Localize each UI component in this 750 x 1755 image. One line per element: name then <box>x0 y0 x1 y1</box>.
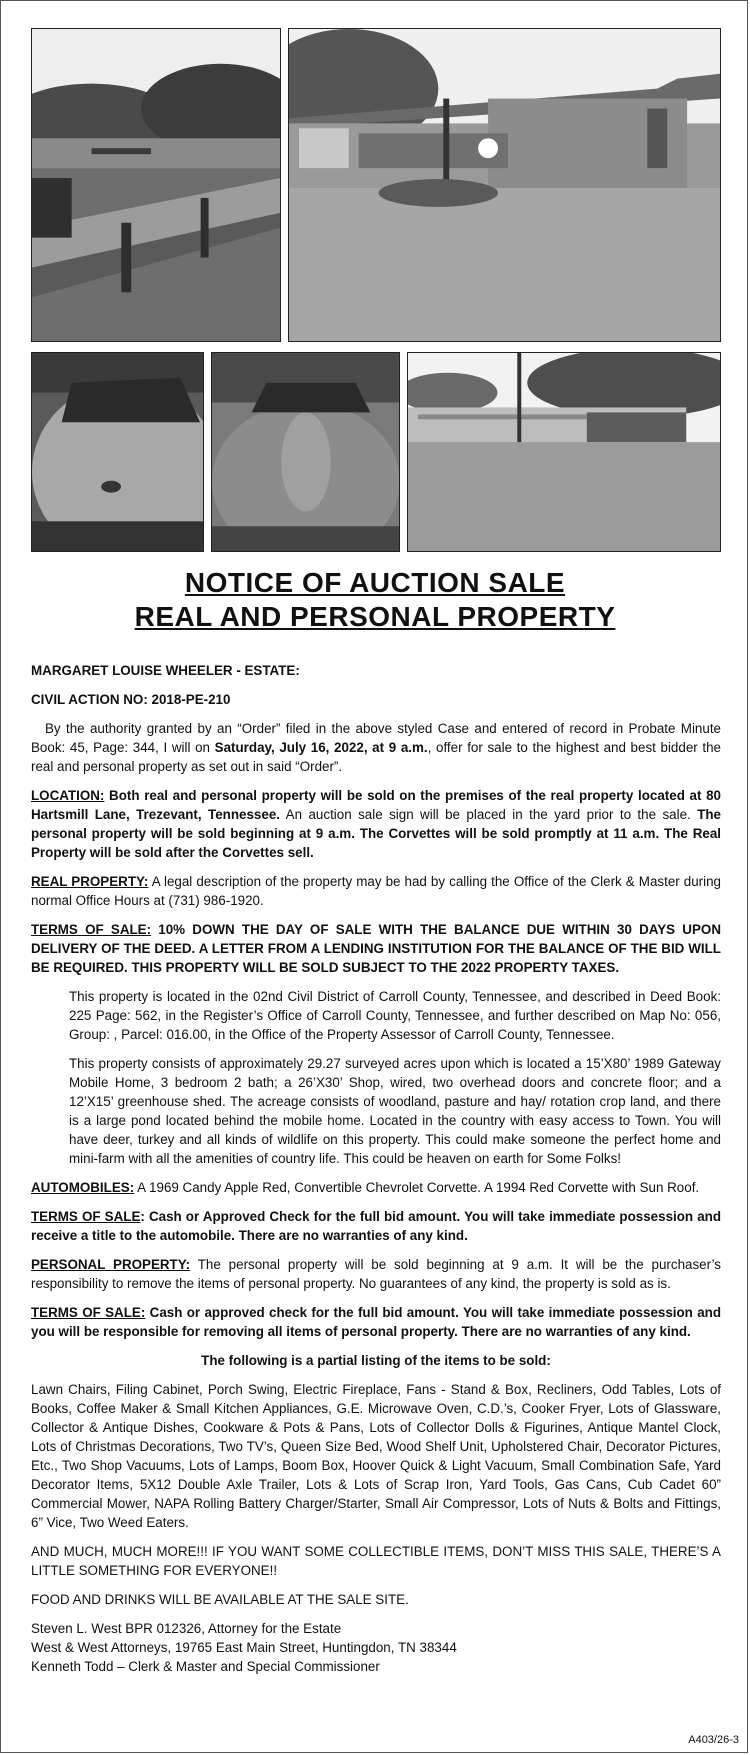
terms-real-paragraph: TERMS OF SALE: 10% DOWN THE DAY OF SALE WITH THE BALANCE DUE WITHIN 30 DAYS UPON DELIVERY OF THE DEED. A LETTER FROM A LENDING INSTITUTION FOR THE BALANCE OF THE BID WILL BE REQUIRED. THIS PROPERTY WILL BE SOLD SUBJECT TO THE 2022 PROPERTY TAXES. <box>31 922 721 975</box>
civil-action-number: CIVIL ACTION NO: 2018-PE-210 <box>31 692 231 707</box>
attorney-line: Steven L. West BPR 012326, Attorney for the Estate <box>31 1621 342 1636</box>
signature-block <box>31 1619 721 1676</box>
personal-property-label: PERSONAL PROPERTY: <box>31 1257 191 1272</box>
ad-code: A403/26-3 <box>688 1734 739 1746</box>
automobiles-label: AUTOMOBILES: <box>31 1180 135 1195</box>
dock-pond-photo <box>31 28 281 342</box>
corvette-1969-photo <box>211 352 400 552</box>
sale-date: Saturday, July 16, 2022, at 9 a.m. <box>214 740 428 755</box>
terms-auto-paragraph: TERMS OF SALE: Cash or Approved Check for the full bid amount. You will take immediate possession and receive a title to the automobile. There are no warranties of any kind. <box>31 1209 721 1243</box>
terms-label: TERMS OF SALE: <box>31 1305 146 1320</box>
mobile-home-porch-photo <box>288 28 721 342</box>
property-location-paragraph: This property is located in the 02nd Civil District of Carroll County, Tennessee, and described in Deed Book: 225 Page: 562, in the Register’s Office of Carroll County, Tennessee, and further described on Map No: 056, Group: , Parcel: 016.00, in the Office of the Property Assessor of Carroll County, Tennessee. <box>69 989 721 1042</box>
location-label: LOCATION: <box>31 788 105 803</box>
food-drinks-paragraph: FOOD AND DRINKS WILL BE AVAILABLE AT THE SALE SITE. <box>31 1592 409 1607</box>
real-property-label: REAL PROPERTY: <box>31 874 149 889</box>
personal-property-paragraph: PERSONAL PROPERTY: The personal property will be sold beginning at 9 a.m. It will be the purchaser’s responsibility to remove the items of personal property. No guarantees of any kind, the property is sold as is. <box>31 1257 721 1291</box>
terms-label: TERMS OF SALE <box>31 1209 141 1224</box>
mobile-home-field-photo <box>407 352 721 552</box>
notice-subtitle: REAL AND PERSONAL PROPERTY <box>134 601 616 632</box>
automobiles-paragraph: AUTOMOBILES: A 1969 Candy Apple Red, Convertible Chevrolet Corvette. A 1994 Red Corvette with Sun Roof. <box>31 1180 700 1195</box>
location-paragraph: LOCATION: Both real and personal property will be sold on the premises of the real property located at 80 Hartsmill Lane, Trezevant, Tennessee. An auction sale sign will be placed in the yard prior to the sale. The personal property will be sold beginning at 9 a.m. The Corvettes will be sold promptly at 11 a.m. The Real Property will be sold after the Corvettes sell. <box>31 788 721 860</box>
terms-label: TERMS OF SALE: <box>31 922 152 937</box>
property-description-paragraph: This property consists of approximately 29.27 surveyed acres upon which is located a 15’X80’ 1989 Gateway Mobile Home, 3 bedroom 2 bath; a 26’X30’ Shop, wired, two overhead doors and concrete floor; and a 12’X15’ greenhouse shed. The acreage consists of woodland, pasture and hay/ rotation crop land, and there is a large pond located behind the mobile home. Located in the country with easy access to Town. You will have deer, turkey and all kinds of wildlife on this property. This could make someone the perfect home and mini-farm with all the amenities of country life. This could be heaven on earth for Some Folks! <box>69 1056 721 1166</box>
clerk-line: Kenneth Todd – Clerk & Master and Special Commissioner <box>31 1659 380 1674</box>
firm-address-line: West & West Attorneys, 19765 East Main Street, Huntingdon, TN 38344 <box>31 1640 457 1655</box>
estate-name: MARGARET LOUISE WHEELER - ESTATE: <box>31 663 300 678</box>
intro-paragraph: By the authority granted by an “Order” filed in the above styled Case and entered of record in Probate Minute Book: 45, Page: 344, I will on Saturday, July 16, 2022, at 9 a.m., offer for sale to the highest and best bidder the real and personal property as set out in said “Order”. <box>31 721 721 774</box>
notice-body <box>31 661 721 1676</box>
partial-listing-heading: The following is a partial listing of the items to be sold: <box>201 1353 551 1368</box>
much-more-paragraph: AND MUCH, MUCH MORE!!! IF YOU WANT SOME COLLECTIBLE ITEMS, DON’T MISS THIS SALE, THERE’S A LITTLE SOMETHING FOR EVERYONE!! <box>31 1544 721 1578</box>
notice-title: NOTICE OF AUCTION SALE <box>184 567 566 598</box>
corvette-1994-photo <box>31 352 204 552</box>
terms-personal-paragraph: TERMS OF SALE: Cash or approved check for the full bid amount. You will take immediate possession and you will be responsible for removing all items of personal property. There are no warranties of any kind. <box>31 1305 722 1339</box>
items-list: Lawn Chairs, Filing Cabinet, Porch Swing, Electric Fireplace, Fans - Stand & Box, Recliners, Odd Tables, Lots of Books, Coffee Maker & Small Kitchen Appliances, G.E. Microwave Oven, C.D.’s, Cooker Fryer, Lots of Glassware, Collector & Antique Dishes, Cookware & Pots & Pans, Lots of Collector Dolls & Figurines, Antique Mantel Clock, Lots of Christmas Decorations, Two TV’s, Queen Size Bed, Wood Shelf Unit, Upholstered Chair, Decorator Pictures, Etc., Two Shop Vacuums, Lots of Lamps, Boom Box, Hoover Quick & Light Vacuum, Small Combination Safe, Yard Decorator Items, 5X12 Double Axle Trailer, Lots & Lots of Scrap Iron, Yard Tools, Gas Cans, Cub Cadet 60” Commercial Mower, NAPA Rolling Battery Charger/Starter, Small Air Compressor, Lots of Nuts & Bolts and Fittings, 6” Vice, Two Weed Eaters. <box>31 1382 721 1530</box>
real-property-paragraph: REAL PROPERTY: A legal description of the property may be had by calling the Office of the Clerk & Master during normal Office Hours at (731) 986-1920. <box>31 874 722 908</box>
